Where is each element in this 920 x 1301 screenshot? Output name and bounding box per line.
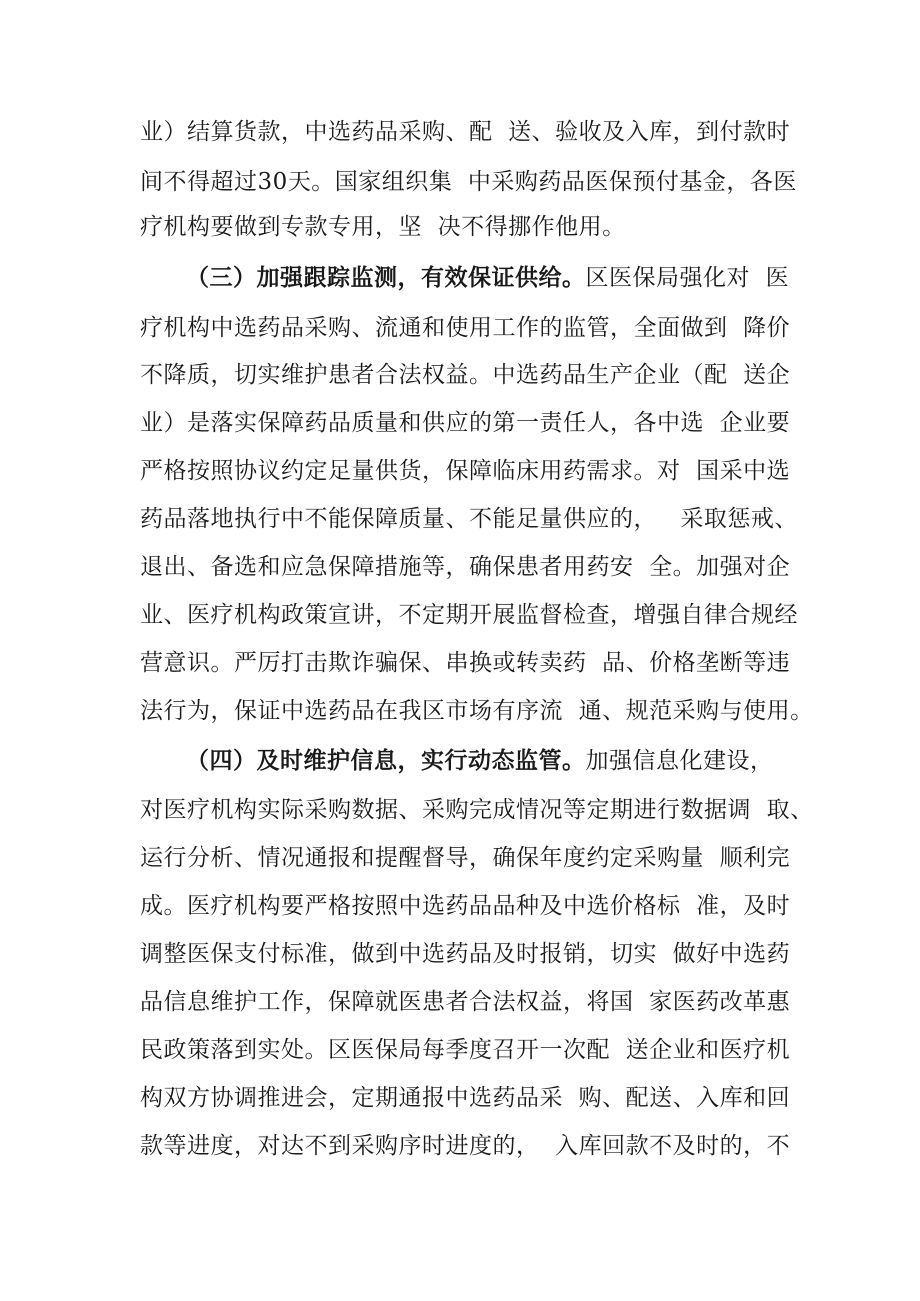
- paragraph-3-line-9: 款等进度，对达不到采购序时进度的， 入库回款不及时的，不: [140, 1133, 791, 1159]
- paragraph-2-line-7: 退出、备选和应急保障措施等，确保患者用药安 全。加强对企: [140, 554, 791, 580]
- section-heading-3: （三）加强跟踪监测，有效保证供给。: [186, 264, 586, 291]
- paragraph-3-line-4: 成。医疗机构要严格按照中选药品品种及中选价格标 准，及时: [140, 893, 791, 919]
- paragraph-3-line-7: 民政策落到实处。区医保局每季度召开一次配 送企业和医疗机: [140, 1037, 791, 1063]
- paragraph-2-first-line-text: 区医保局强化对 医: [585, 265, 790, 291]
- paragraph-2-line-9: 营意识。严厉打击欺诈骗保、串换或转卖药 品、价格垄断等违: [140, 650, 791, 676]
- paragraph-2-line-2: 疗机构中选药品采购、流通和使用工作的监管，全面做到 降价: [140, 315, 791, 341]
- paragraph-1-line-3: 疗机构要做到专款专用，坚 决不得挪作他用。: [140, 214, 626, 240]
- paragraph-1-line-1: 业）结算货款，中选药品采购、配 送、验收及入库，到付款时: [140, 119, 791, 145]
- paragraph-3-line-3: 运行分析、情况通报和提醒督导，确保年度约定采购量 顺利完: [140, 845, 791, 871]
- paragraph-2-first-line: [186, 263, 920, 293]
- paragraph-2-line-10: 法行为，保证中选药品在我区市场有序流 通、规范采购与使用。: [140, 698, 814, 724]
- paragraph-3-line-6: 品信息维护工作，保障就医患者合法权益，将国 家医药改革惠: [140, 989, 791, 1015]
- paragraph-3-line-5: 调整医保支付标准，做到中选药品及时报销，切实 做好中选药: [140, 941, 791, 967]
- paragraph-2-line-3: 不降质，切实维护患者合法权益。中选药品生产企业（配 送企: [140, 362, 791, 388]
- section-heading-4: （四）及时维护信息，实行动态监管。: [186, 747, 586, 774]
- paragraph-1-line-2: 间不得超过30天。国家组织集 中采购药品医保预付基金，各医: [140, 169, 797, 195]
- paragraph-3-line-2: 对医疗机构实际采购数据、采购完成情况等定期进行数据调 取、: [140, 797, 814, 823]
- paragraph-2-line-5: 严格按照协议约定足量供货，保障临床用药需求。对 国采中选: [140, 458, 791, 484]
- paragraph-2-line-4: 业）是落实保障药品质量和供应的第一责任人，各中选 企业要: [140, 410, 791, 436]
- paragraph-2-line-6: 药品落地执行中不能保障质量、不能足量供应的， 采取惩戒、: [140, 506, 798, 532]
- paragraph-3-first-line: [186, 746, 920, 776]
- paragraph-3-first-line-text: 加强信息化建设，: [585, 748, 774, 774]
- paragraph-3-line-8: 构双方协调推进会，定期通报中选药品采 购、配送、入库和回: [140, 1085, 791, 1111]
- paragraph-2-line-8: 业、医疗机构政策宣讲，不定期开展监督检查，增强自律合规经: [140, 602, 798, 628]
